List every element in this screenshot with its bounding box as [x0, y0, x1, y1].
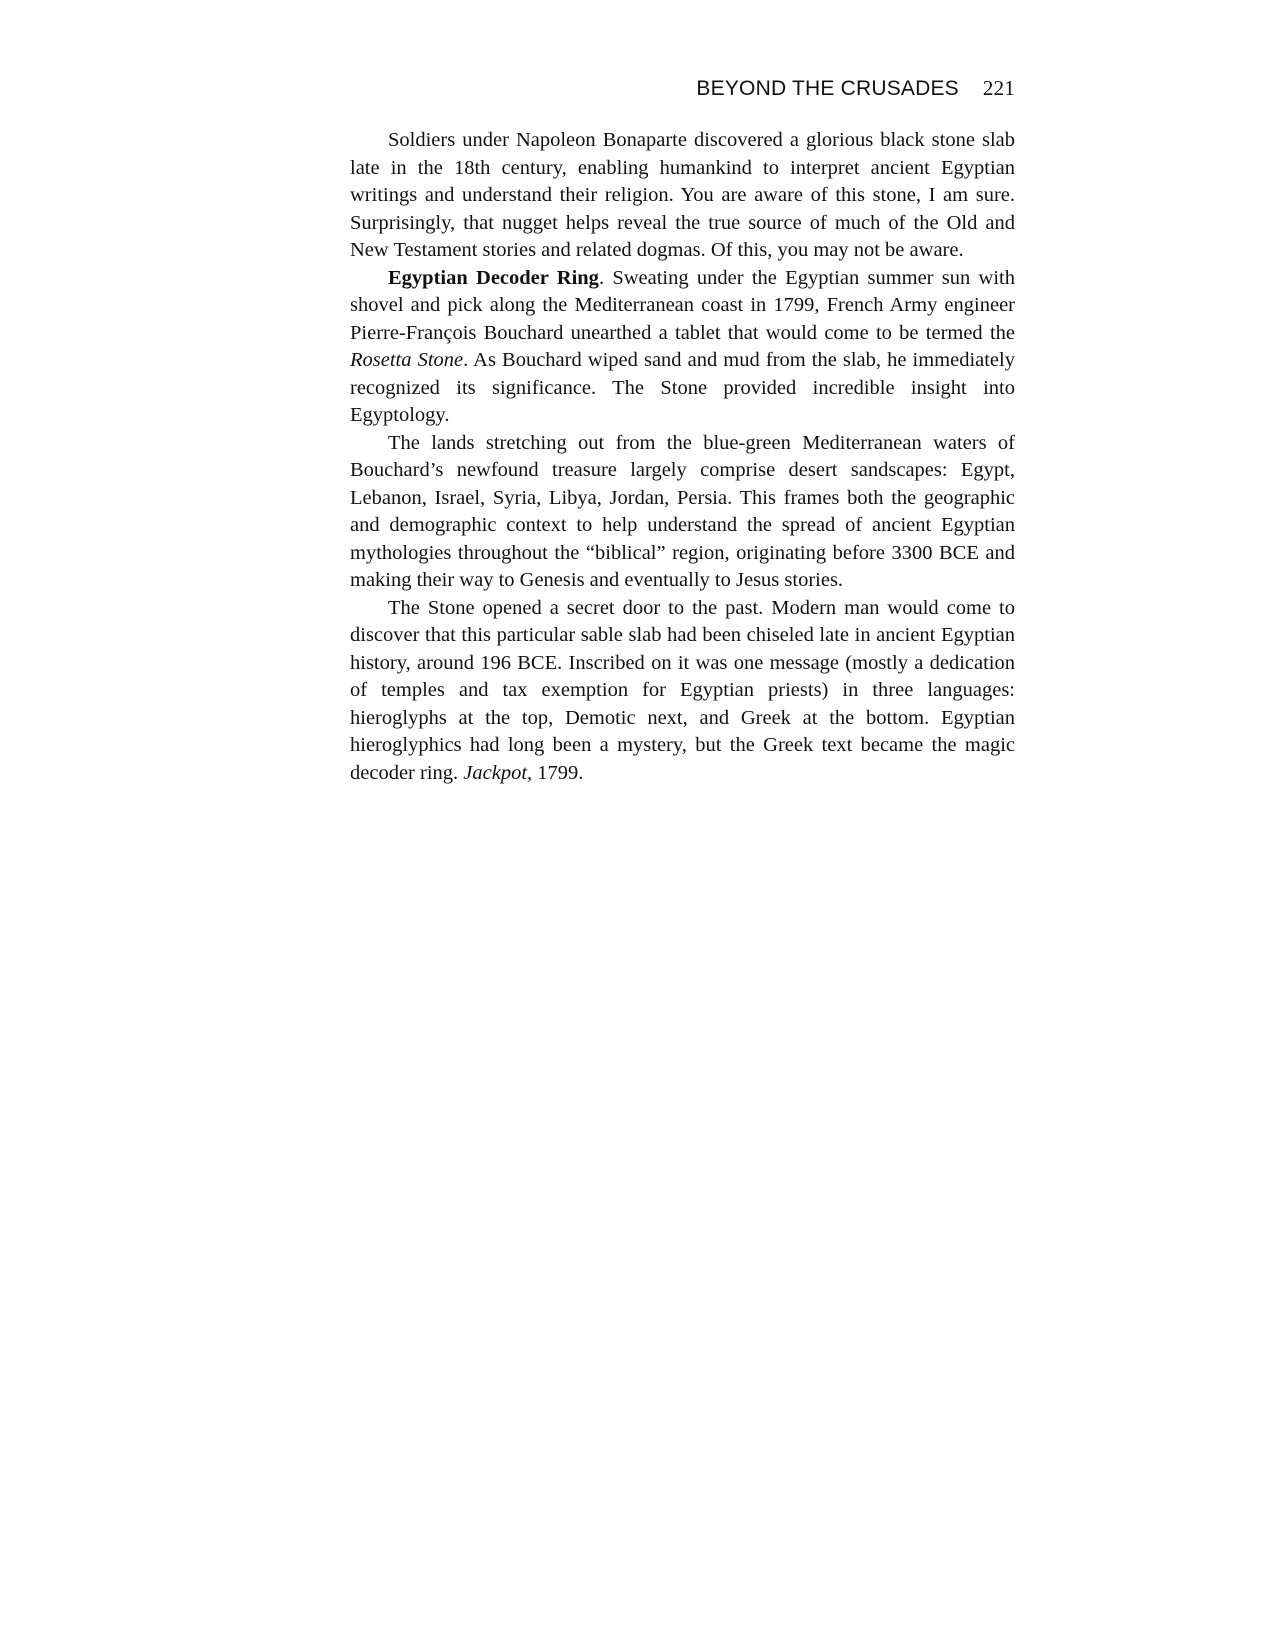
paragraph-2-text-b: . As Bouchard wiped sand and mud from the slab, he immediately recognized its significance. The Stone provided incredible insight into Egyptology. [350, 349, 1015, 426]
paragraph-2 [350, 265, 1015, 430]
body-text [350, 127, 1015, 787]
paragraph-3: The lands stretching out from the blue-green Mediterranean waters of Bouchard’s newfound treasure largely comprise desert sandscapes: Egypt, Lebanon, Israel, Syria, Libya, Jordan, Persia. This frames both the geographic and demographic context to help understand the spread of ancient Egyptian mythologies throughout the “biblical” region, originating before 3300 BCE and making their way to Genesis and eventually to Jesus stories. [350, 431, 1015, 591]
section-heading: Egyptian Decoder Ring [388, 266, 599, 289]
paragraph-2-text-a: . Sweating under the Egyptian summer sun with shovel and pick along the Mediterranean coast in 1799, French Army engineer Pierre-François Bouchard unearthed a tablet that would come to be termed the [350, 266, 1015, 344]
italic-term-rosetta-stone: Rosetta Stone [350, 349, 464, 371]
paragraph-4-text-a: The Stone opened a secret door to the past. Modern man would come to discover that this particular sable slab had been chiseled late in ancient Egyptian history, around 196 BCE. Inscribed on it was one message (mostly a dedication of temples and tax exemption for Egyptian priests) in three languages: hieroglyphs at the top, Demotic next, and Greek at the bottom. Egyptian hieroglyphics had long been a mystery, but the Greek text became the magic decoder ring. [350, 596, 1015, 784]
italic-term-jackpot: Jackpot, [463, 761, 533, 784]
paragraph-4-text-b: 1799. [532, 761, 584, 784]
running-header [350, 76, 1015, 101]
running-title: BEYOND THE CRUSADES [696, 77, 959, 100]
paragraph-4 [350, 595, 1015, 788]
page-number: 221 [982, 76, 1015, 100]
paragraph-1: Soldiers under Napoleon Bonaparte discovered a glorious black stone slab late in the 18th century, enabling humankind to interpret ancient Egyptian writings and understand their religion. You are aware of this stone, I am sure. Surprisingly, that nugget helps reveal the true source of much of the Old and New Testament stories and related dogmas. Of this, you may not be aware. [350, 129, 1015, 261]
